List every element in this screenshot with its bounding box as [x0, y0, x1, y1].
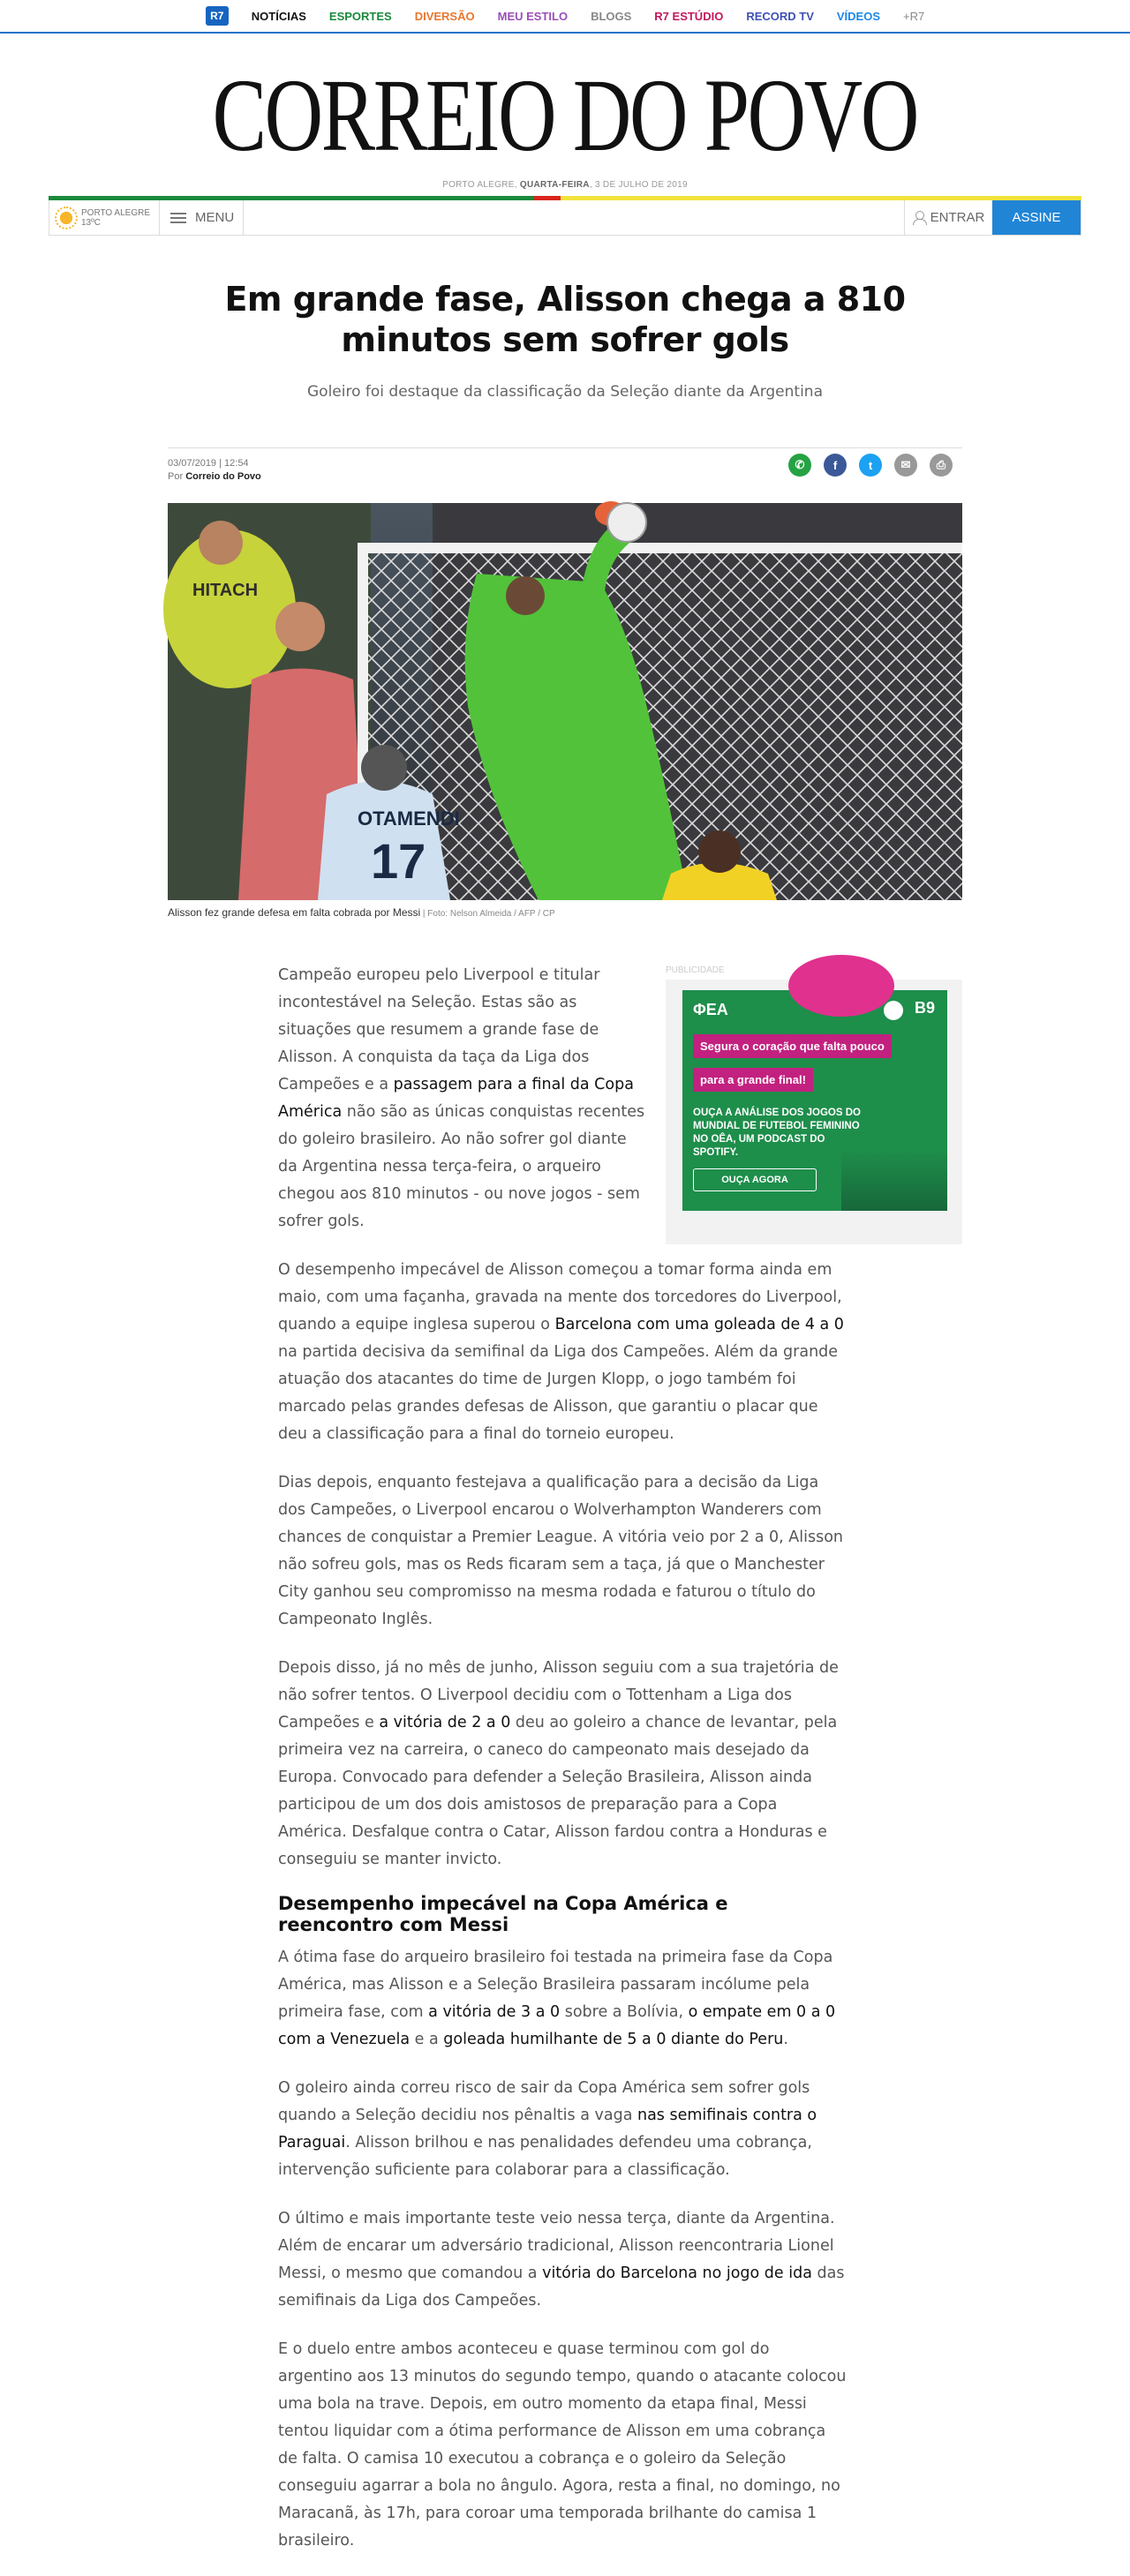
dateline	[0, 180, 1130, 190]
dateline-city: PORTO ALEGRE,	[442, 180, 520, 190]
topbar-link-noticias[interactable]: NOTÍCIAS	[251, 9, 306, 23]
p5-link-1[interactable]: a vitória de 3 a 0	[428, 2003, 561, 2021]
photo-credit: | Foto: Nelson Almeida / AFP / CP	[420, 909, 555, 919]
login-label: ENTRAR	[930, 210, 985, 225]
menu-button[interactable]	[160, 200, 244, 235]
share-buttons	[788, 454, 953, 477]
email-icon[interactable]: ✉	[894, 454, 917, 477]
dateline-date: , 3 DE JULHO DE 2019	[589, 180, 688, 190]
section-heading: Desempenho impecável na Copa América e reencontro com Messi	[278, 1893, 728, 1935]
article-body	[278, 962, 848, 2576]
p4-link[interactable]: a vitória de 2 a 0	[379, 1714, 511, 1731]
nav-spacer	[244, 200, 904, 235]
article-datetime: 03/07/2019 | 12:54	[168, 458, 249, 469]
topbar-link-diversao[interactable]: DIVERSÃO	[414, 9, 475, 23]
masthead	[0, 34, 1130, 190]
photo-shirt-name: OTAMENDI	[358, 807, 460, 830]
photo-shirt-number: 17	[371, 833, 426, 889]
photo-banner-text: HITACH	[192, 581, 259, 600]
weather-widget	[49, 200, 160, 235]
login-button[interactable]	[904, 200, 992, 235]
byline-prefix: Por	[168, 471, 186, 482]
p2-link[interactable]: Barcelona com uma goleada de 4 a 0	[554, 1316, 844, 1333]
paragraph-4	[278, 1655, 848, 1874]
topbar-link-r7-estudio[interactable]: R7 ESTÚDIO	[654, 9, 724, 23]
ad-cta-button[interactable]: OUÇA AGORA	[693, 1168, 817, 1191]
p6-text-b: . Alisson brilhou e nas penalidades defendeu uma cobrança, intervenção suficiente para colaborar para a classificação.	[278, 2134, 812, 2179]
ad-image	[841, 1149, 947, 1211]
print-icon[interactable]: ⎙	[930, 454, 953, 477]
ad-brand-logo: ΦEA	[693, 1001, 728, 1018]
p5-text-b: sobre a Bolívia,	[560, 2003, 689, 2021]
meta-divider	[168, 447, 962, 448]
topbar-link-record-tv[interactable]: RECORD TV	[746, 9, 814, 23]
facebook-icon[interactable]: f	[824, 454, 847, 477]
topbar-link-blogs[interactable]: BLOGS	[591, 9, 632, 23]
article-subtitle: Goleiro foi destaque da classificação da Seleção diante da Argentina	[307, 383, 823, 401]
p6-text-a: O goleiro ainda correu risco de sair da Copa América sem sofrer gols quando a Seleção decidiu nos pênaltis a vaga	[278, 2079, 810, 2124]
article-author[interactable]: Correio do Povo	[185, 471, 261, 482]
p1-text-b: não são as únicas conquistas recentes do goleiro brasileiro. Ao não sofrer gol diante da Argentina nessa terça-feira, o arqueiro chegou aos 810 minutos - ou nove jogos - sem sofrer gols.	[278, 1103, 645, 1230]
p7-text-a: O último e mais importante teste veio nessa terça, diante da Argentina. Além de encarar um adversário tradicional, Alisson reencontraria Lionel Messi, o mesmo que comandou a	[278, 2210, 835, 2282]
p1-link[interactable]: passagem para a final da Copa América	[278, 1076, 634, 1121]
paragraph-8: E o duelo entre ambos aconteceu e quase terminou com gol do argentino aos 13 minutos do segundo tempo, quando o atacante colocou uma bola na trave. Depois, em outro momento da etapa final, Messi tentou liquidar com a ótima performance de Alisson em uma cobrança de falta. O camisa 10 executou a cobrança e o goleiro da Seleção conseguiu agarrar a bola no ângulo. Agora, resta a final, no domingo, no Maracanã, às 17h, para coroar uma temporada brilhante do camisa 1 brasileiro.	[278, 2340, 847, 2550]
p7-link[interactable]: vitória do Barcelona no jogo de ida	[542, 2264, 812, 2282]
menu-label: MENU	[195, 210, 235, 225]
p5-text-a: A ótima fase do arqueiro brasileiro foi testada na primeira fase da Copa América, mas Alisson e a Seleção Brasileira passaram incólume pela primeira fase, com	[278, 1949, 833, 2021]
weather-temp: 13ºC	[81, 217, 101, 228]
topbar-link-mais-r7[interactable]: +R7	[903, 9, 925, 23]
site-logo[interactable]: CORREIO DO POVO	[212, 57, 918, 173]
topbar-link-esportes[interactable]: ESPORTES	[328, 9, 392, 23]
p4-text-a: Depois disso, já no mês de junho, Alisson seguiu com a sua trajetória de não sofrer tentos. O Liverpool decidiu com o Tottenham a Liga dos Campeões e	[278, 1659, 839, 1731]
p1-text-a: Campeão europeu pelo Liverpool e titular incontestável na Seleção. Estas são as situações que resumem a grande fase de Alisson. A conquista da taça da Liga dos Campeões e a	[278, 966, 600, 1093]
spotify-icon	[884, 1001, 903, 1020]
ad-tagline-1: Segura o coração que falta pouco	[693, 1034, 892, 1058]
user-icon	[913, 211, 925, 225]
p5-link-2[interactable]: o empate em 0 a 0 com a Venezuela	[278, 2003, 836, 2048]
hamburger-icon	[170, 213, 186, 223]
main-navbar	[49, 200, 1081, 236]
paragraph-1	[278, 962, 649, 1235]
ad-copy: OUÇA A ANÁLISE DOS JOGOS DO MUNDIAL DE FUTEBOL FEMININO NO OÊA, UM PODCAST DO SPOTIFY.	[693, 1108, 861, 1158]
paragraph-2	[278, 1257, 848, 1448]
p2-text-a: O desempenho impecável de Alisson começou a tomar forma ainda em maio, com uma façanha, gravada na mente dos torcedores do Liverpool, quando a equipe inglesa superou o	[278, 1261, 842, 1333]
article-headline: Em grande fase, Alisson chega a 810 minutos sem sofrer gols	[224, 280, 906, 359]
p2-text-b: na partida decisiva da semifinal da Liga dos Campeões. Além da grande atuação dos atacantes do time de Jurgen Klopp, o jogo também foi marcado pelas grandes defesas de Alisson, que garantiu o placar que deu a classificação para a final do torneio europeu.	[278, 1343, 839, 1443]
paragraph-6	[278, 2075, 848, 2184]
p5-text-c: e a	[410, 2031, 444, 2048]
paragraph-5	[278, 1944, 848, 2054]
p5-link-3[interactable]: goleada humilhante de 5 a 0 diante do Peru	[443, 2031, 784, 2048]
paragraph-7	[278, 2205, 848, 2315]
ad-tagline-2: para a grande final!	[693, 1068, 813, 1092]
topbar-link-videos[interactable]: VÍDEOS	[836, 9, 880, 23]
photo-illustration	[168, 503, 962, 900]
r7-top-bar	[0, 0, 1130, 34]
weather-city: PORTO ALEGRE	[81, 207, 150, 218]
p6-link[interactable]: nas semifinais contra o Paraguai	[278, 2107, 817, 2152]
ad-label: PUBLICIDADE	[666, 965, 725, 975]
p4-text-b: deu ao goleiro a chance de levantar, pela primeira vez na carreira, o caneco do campeonato mais desejado da Europa. Convocado para defender a Seleção Brasileira, Alisson ainda participou de um dos dois amistosos de preparação para a Copa América. Desfalque contra o Catar, Alisson fardou contra a Honduras e conseguiu se manter invicto.	[278, 1714, 838, 1868]
subscribe-button[interactable]: ASSINE	[992, 200, 1081, 235]
photo-caption	[168, 906, 555, 919]
ad-b9-logo: B9	[914, 999, 935, 1017]
dateline-weekday: QUARTA-FEIRA	[519, 180, 590, 190]
r7-logo[interactable]: R7	[206, 6, 229, 26]
p5-text-d: .	[783, 2031, 788, 2048]
twitter-icon[interactable]: t	[859, 454, 882, 477]
whatsapp-icon[interactable]: ✆	[788, 454, 811, 477]
p7-text-b: das semifinais da Liga dos Campeões.	[278, 2264, 845, 2309]
caption-text: Alisson fez grande defesa em falta cobrada por Messi	[168, 906, 421, 919]
paragraph-3: Dias depois, enquanto festejava a qualificação para a decisão da Liga dos Campeões, o Liverpool encarou o Wolverhampton Wanderers com chances de conquistar a Premier League. A vitória veio por 2 a 0, Alisson não sofreu gols, mas os Reds ficaram sem a taça, já que o Manchester City ganhou seu compromisso na mesma rodada e faturou o título do Campeonato Inglês.	[278, 1474, 844, 1628]
article-photo	[168, 503, 962, 900]
article-meta	[168, 457, 261, 484]
topbar-link-meu-estilo[interactable]: MEU ESTILO	[497, 9, 569, 23]
sun-icon	[56, 208, 76, 228]
